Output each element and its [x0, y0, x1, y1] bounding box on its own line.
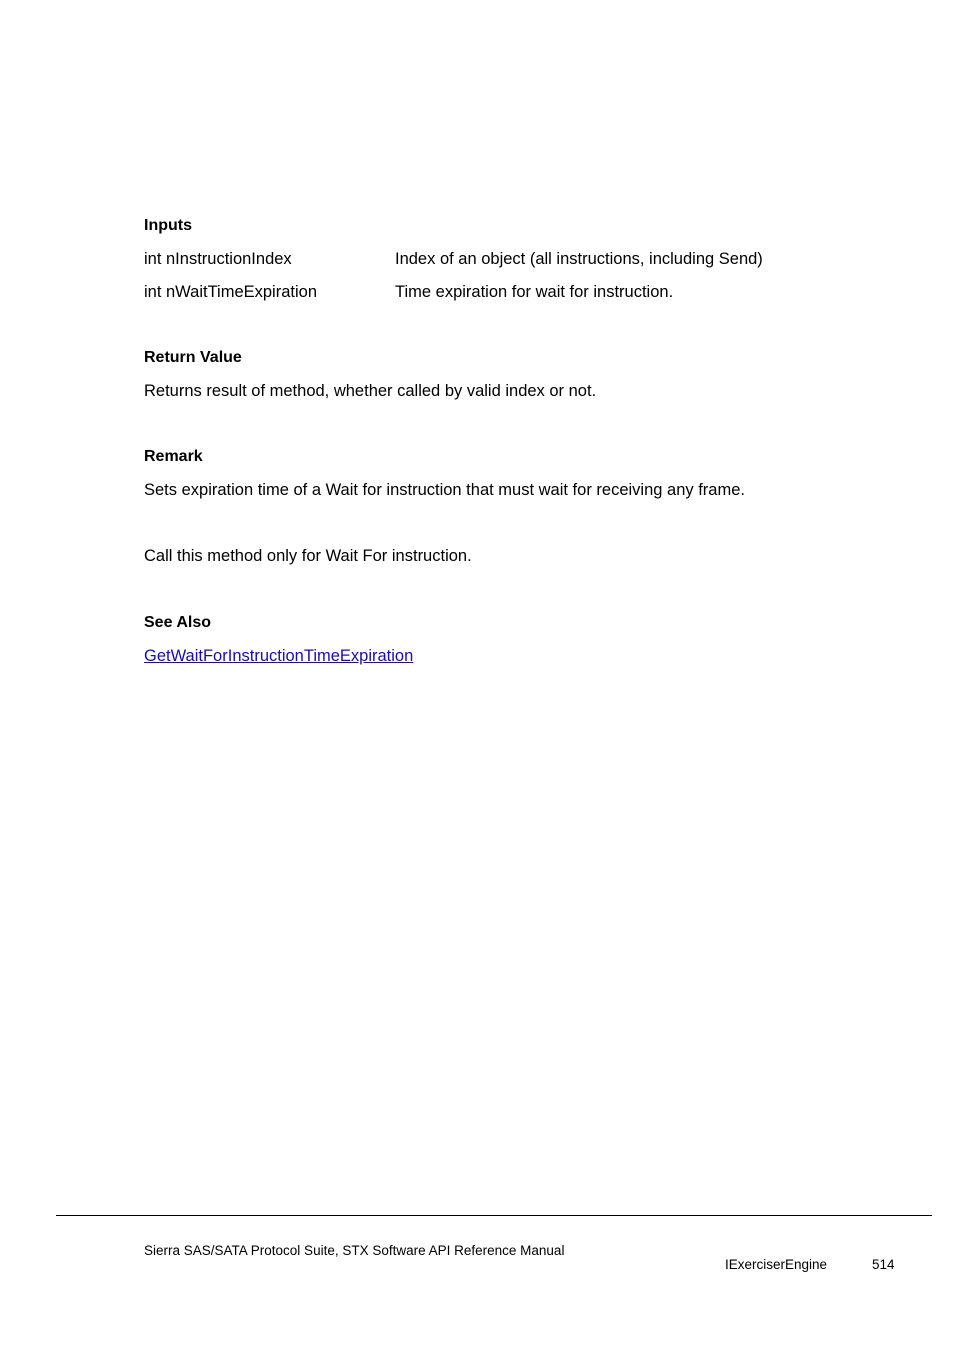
return-value-heading: Return Value — [144, 349, 242, 366]
footer-divider — [56, 1215, 932, 1216]
return-value-text: Returns result of method, whether called by valid index or not. — [144, 382, 597, 400]
inputs-heading: Inputs — [144, 217, 192, 234]
param-description: Time expiration for wait for instruction. — [395, 283, 674, 301]
see-also-heading: See Also — [144, 614, 211, 631]
footer-page-number: 514 — [872, 1257, 895, 1272]
remark-heading: Remark — [144, 448, 203, 465]
param-description: Index of an object (all instructions, including Send) — [395, 250, 763, 268]
remark-paragraph: Call this method only for Wait For instruction. — [144, 547, 472, 565]
see-also-link[interactable]: GetWaitForInstructionTimeExpiration — [144, 647, 414, 665]
param-name: int nInstructionIndex — [144, 250, 292, 268]
footer-manual-title: Sierra SAS/SATA Protocol Suite, STX Software API Reference Manual — [144, 1243, 565, 1258]
footer-section-name: IExerciserEngine — [725, 1257, 828, 1272]
param-name: int nWaitTimeExpiration — [144, 283, 318, 301]
remark-paragraph: Sets expiration time of a Wait for instruction that must wait for receiving any frame. — [144, 481, 745, 499]
